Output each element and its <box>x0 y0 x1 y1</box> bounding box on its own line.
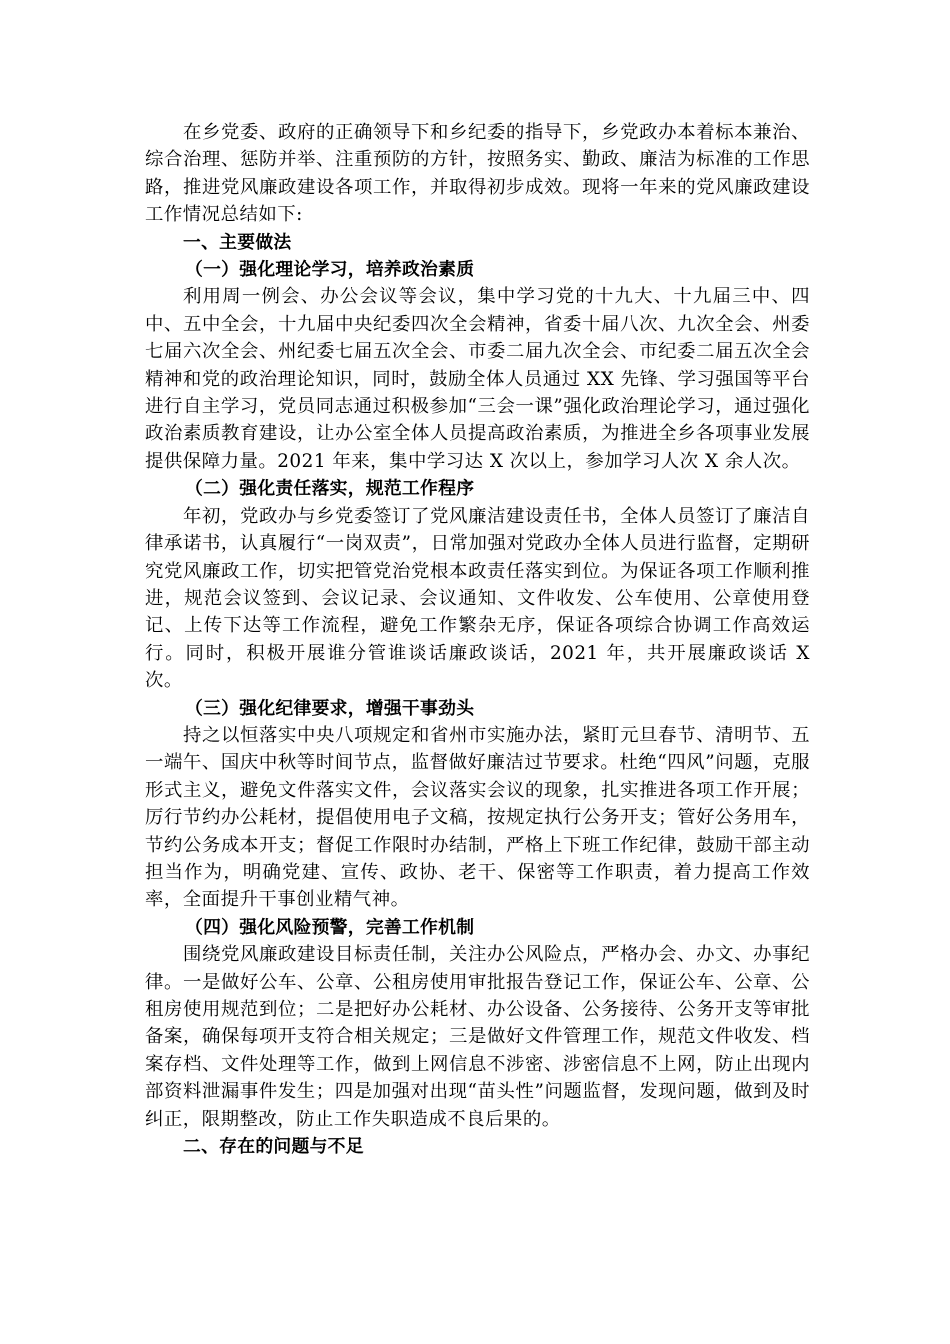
subsection-heading-theory-study: （一）强化理论学习，培养政治素质 <box>185 259 475 281</box>
subsection-heading-risk-warning: （四）强化风险预警，完善工作机制 <box>185 916 475 938</box>
paragraph-risk-warning: 围绕党风廉政建设目标责任制，关注办公风险点，严格办会、办文、办事纪律。一是做好公车、公章、公租房使用审批报告登记工作，保证公车、公章、公租房使用规范到位；二是把好办公耗材、办公设备、公务接待、公务开支等审批备案，确保每项开支符合相关规定；三是做好文件管理工作，规范文件收发、档案存档、文件处理等工作，做到上网信息不涉密、涉密信息不上网，防止出现内部资料泄漏事件发生；四是加强对出现“苗头性”问题监督，发现问题，做到及时纠正，限期整改，防止工作失职造成不良后果的。 <box>145 944 810 1130</box>
section-heading-main-practices: 一、主要做法 <box>183 231 292 253</box>
intro-paragraph: 在乡党委、政府的正确领导下和乡纪委的指导下，乡党政办本着标本兼治、综合治理、惩防并举、注重预防的方针，按照务实、勤政、廉洁为标准的工作思路，推进党风廉政建设各项工作，并取得初步成效。现将一年来的党风廉政建设工作情况总结如下: <box>145 122 810 226</box>
subsection-heading-discipline: （三）强化纪律要求，增强干事劲头 <box>185 697 475 719</box>
section-heading-problems: 二、存在的问题与不足 <box>183 1136 364 1158</box>
paragraph-theory-study: 利用周一例会、办公会议等会议，集中学习党的十九大、十九届三中、四中、五中全会，十九届中央纪委四次全会精神，省委十届八次、九次全会、州委七届六次全会、州纪委七届五次全会、市委二届九次全会、市纪委二届五次全会精神和党的政治理论知识，同时，鼓励全体人员通过 XX 先锋、学习强国等平台进行自主学习，党员同志通过积极参加“三会一课”强化政治理论学习，通过强化政治素质教育建设，让办公室全体人员提高政治素质，为推进全乡各项事业发展提供保障力量。2021 年来，集中学习达 X 次以上，参加学习人次 X 余人次。 <box>145 286 810 472</box>
document-page <box>145 119 810 1160</box>
paragraph-discipline: 持之以恒落实中央八项规定和省州市实施办法，紧盯元旦春节、清明节、五一端午、国庆中秋等时间节点，监督做好廉洁过节要求。杜绝“四风”问题，克服形式主义，避免文件落实文件，会议落实会议的现象，扎实推进各项工作开展；厉行节约办公耗材，提倡使用电子文稿，按规定执行公务开支；管好公务用车，节约公务成本开支；督促工作限时办结制，严格上下班工作纪律，鼓励干部主动担当作为，明确党建、宣传、政协、老干、保密等工作职责，着力提高工作效率，全面提升干事创业精气神。 <box>145 724 810 911</box>
subsection-heading-responsibility: （二）强化责任落实，规范工作程序 <box>185 478 475 500</box>
paragraph-responsibility: 年初，党政办与乡党委签订了党风廉洁建设责任书，全体人员签订了廉洁自律承诺书，认真履行“一岗双责”，日常加强对党政办全体人员进行监督，定期研究党风廉政工作，切实把管党治党根本政责任落实到位。为保证各项工作顺利推进，规范会议签到、会议记录、会议通知、文件收发、公车使用、公章使用登记、上传下达等工作流程，避免工作繁杂无序，保证各项综合协调工作高效运行。同时，积极开展谁分管谁谈话廉政谈话，2021 年，共开展廉政谈话 X 次。 <box>145 505 810 692</box>
